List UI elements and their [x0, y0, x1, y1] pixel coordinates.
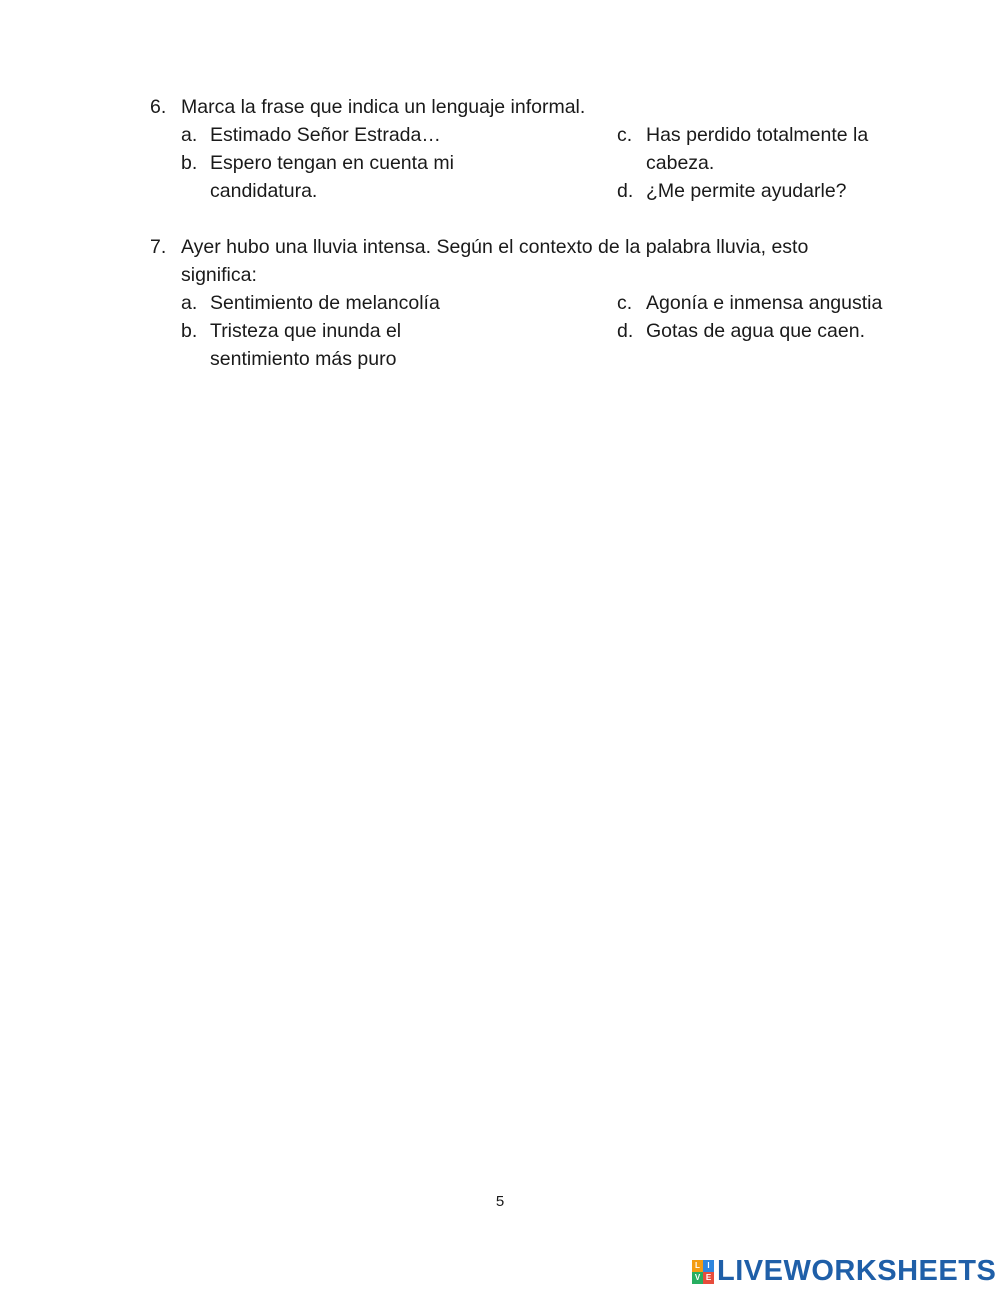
option-b[interactable] [181, 149, 471, 205]
page-number: 5 [495, 1193, 505, 1210]
options-list [181, 289, 910, 373]
option-text: ¿Me permite ayudarle? [646, 180, 847, 202]
question-7 [150, 233, 910, 373]
option-letter: d. [617, 320, 634, 342]
option-a[interactable] [181, 289, 471, 317]
option-letter: b. [181, 152, 198, 174]
question-6 [150, 93, 910, 205]
option-d[interactable] [617, 317, 907, 345]
option-text: Espero tengan en cuenta mi candidatura. [210, 152, 454, 202]
logo-text: LIVEWORKSHEETS [717, 1255, 997, 1287]
liveworksheets-logo [692, 1255, 996, 1288]
option-letter: a. [181, 124, 198, 146]
option-letter: a. [181, 292, 198, 314]
question-number: 6. [150, 96, 167, 118]
option-text: Sentimiento de melancolía [210, 292, 440, 314]
option-letter: c. [617, 124, 633, 146]
option-letter: b. [181, 320, 198, 342]
question-text: Ayer hubo una lluvia intensa. Según el contexto de la palabra lluvia, esto significa: [181, 236, 809, 286]
option-text: Has perdido totalmente la cabeza. [646, 124, 869, 174]
option-text: Tristeza que inunda el sentimiento más puro [210, 320, 402, 370]
option-letter: d. [617, 180, 634, 202]
option-text: Agonía e inmensa angustia [646, 292, 883, 314]
question-text: Marca la frase que indica un lenguaje informal. [181, 96, 586, 118]
option-b[interactable] [181, 317, 421, 373]
option-c[interactable] [617, 289, 907, 317]
option-a[interactable] [181, 121, 471, 149]
options-list [181, 121, 910, 205]
option-c[interactable] [617, 121, 882, 177]
option-letter: c. [617, 292, 633, 314]
logo-blocks-icon: L I V E [692, 1260, 714, 1284]
question-number: 7. [150, 236, 167, 258]
option-d[interactable] [617, 177, 907, 205]
option-text: Gotas de agua que caen. [646, 320, 866, 342]
option-text: Estimado Señor Estrada… [210, 124, 441, 146]
